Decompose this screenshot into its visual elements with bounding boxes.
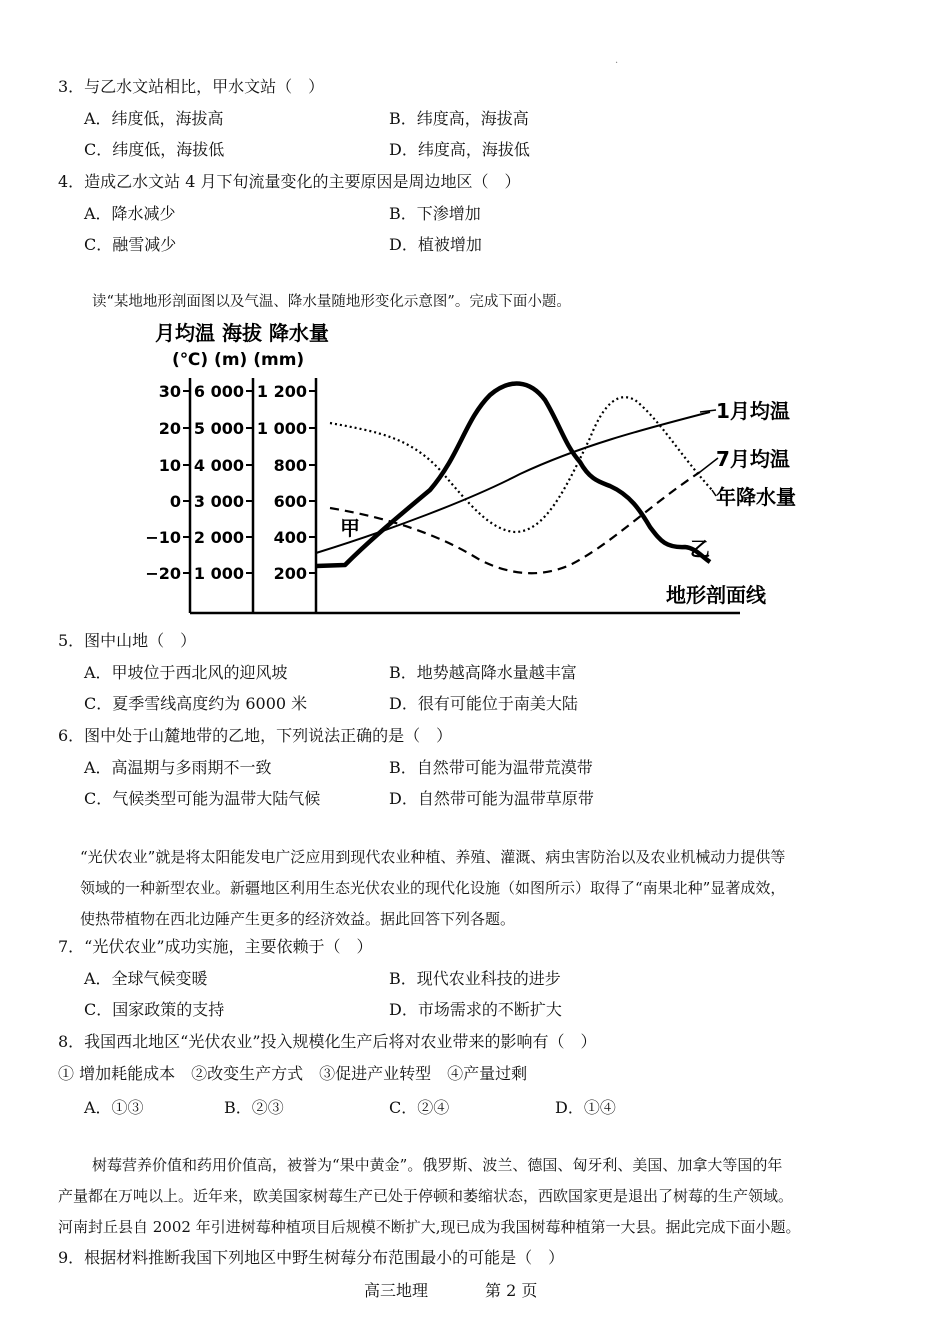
terrain-profile-curve [316, 384, 710, 566]
q3-option-b[interactable]: B．纬度高，海拔高 [389, 109, 529, 128]
material-pv-line-2: 领域的一种新型农业。新疆地区利用生态光伏农业的现代化设施（如图所示）取得了“南果北种”显著成效， [80, 879, 786, 897]
label-jia: 甲 [340, 516, 360, 540]
label-jan-temp: 1月均温 [716, 399, 790, 423]
material-pv-line-1: “光伏农业”就是将太阳能发电广泛应用到现代农业种植、养殖、灌溉、病虫害防治以及农业机械动力提供等 [80, 848, 786, 866]
question-6-stem: 6．图中处于山麓地带的乙地，下列说法正确的是（ ） [58, 726, 453, 745]
q6-option-a[interactable]: A．高温期与多雨期不一致 [84, 758, 272, 777]
material-pv-line-3: 使热带植物在西北边陲产生更多的经济效益。据此回答下列各题。 [80, 910, 516, 928]
temp-tick: 0 [169, 492, 181, 511]
page-mark: · [615, 58, 619, 69]
q5-option-b[interactable]: B．地势越高降水量越丰富 [389, 663, 577, 682]
q3-option-d[interactable]: D．纬度高，海拔低 [389, 140, 530, 159]
terrain-profile-figure [0, 0, 950, 640]
question-9-stem: 9．根据材料推断我国下列地区中野生树莓分布范围最小的可能是（ ） [58, 1248, 565, 1267]
q8-option-a[interactable]: A．①③ [84, 1098, 144, 1117]
jan-leader [700, 410, 716, 412]
q7-option-d[interactable]: D．市场需求的不断扩大 [389, 1000, 562, 1019]
question-4-stem: 4．造成乙水文站 4 月下旬流量变化的主要原因是周边地区（ ） [58, 172, 521, 191]
q4-option-d[interactable]: D．植被增加 [389, 235, 482, 254]
precipitation-tick: 1 000 [256, 419, 307, 438]
precipitation-tick: 400 [273, 528, 307, 547]
q6-option-c[interactable]: C．气候类型可能为温带大陆气候 [84, 789, 321, 808]
precipitation-curve [330, 397, 712, 532]
q4-option-a[interactable]: A．降水减少 [84, 204, 176, 223]
q3-option-c[interactable]: C．纬度低，海拔低 [84, 140, 225, 159]
figure-intro: 读“某地地形剖面图以及气温、降水量随地形变化示意图”。完成下面小题。 [92, 294, 571, 310]
altitude-tick: 1 000 [193, 564, 244, 583]
figure-header-row1: 月均温 海拔 降水量 [155, 321, 329, 345]
footer-page-number: 第 2 页 [485, 1281, 538, 1300]
temp-tick: 10 [158, 456, 181, 475]
q8-option-d[interactable]: D．①④ [555, 1098, 616, 1117]
temp-tick: −20 [145, 564, 181, 583]
precipitation-tick: 1 200 [256, 382, 307, 401]
precipitation-tick: 800 [273, 456, 307, 475]
q7-option-b[interactable]: B．现代农业科技的进步 [389, 969, 561, 988]
temp-tick: 30 [158, 382, 181, 401]
material-berry-line-2: 产量都在万吨以上。近年来，欧美国家树莓生产已处于停顿和萎缩状态，西欧国家更是退出了树莓的生产领域。 [58, 1187, 794, 1205]
altitude-tick: 5 000 [193, 419, 244, 438]
temp-tick: −10 [145, 528, 181, 547]
altitude-tick: 6 000 [193, 382, 244, 401]
question-8-stem: 8．我国西北地区“光伏农业”投入规模化生产后将对农业带来的影响有（ ） [58, 1032, 597, 1051]
material-berry-line-3: 河南封丘县自 2002 年引进树莓种植项目后规模不断扩大,现已成为我国树莓种植第一大县。据此完成下面小题。 [58, 1218, 801, 1236]
q6-option-d[interactable]: D．自然带可能为温带草原带 [389, 789, 594, 808]
q8-option-b[interactable]: B．②③ [224, 1098, 284, 1117]
altitude-tick: 4 000 [193, 456, 244, 475]
label-terrain-profile: 地形剖面线 [666, 583, 766, 607]
footer-subject: 高三地理 [364, 1281, 429, 1300]
label-yi: 乙 [690, 537, 710, 561]
temp-tick: 20 [158, 419, 181, 438]
label-precipitation: 年降水量 [716, 485, 796, 509]
altitude-tick: 2 000 [193, 528, 244, 547]
q8-option-c[interactable]: C．②④ [389, 1098, 450, 1117]
q6-option-b[interactable]: B．自然带可能为温带荒漠带 [389, 758, 593, 777]
altitude-tick: 3 000 [193, 492, 244, 511]
q5-option-a[interactable]: A．甲坡位于西北风的迎风坡 [84, 663, 288, 682]
question-5-stem: 5．图中山地（ ） [58, 631, 197, 650]
q8-items: ① 增加耗能成本 ②改变生产方式 ③促进产业转型 ④产量过剩 [58, 1064, 528, 1083]
q7-option-c[interactable]: C．国家政策的支持 [84, 1000, 225, 1019]
q4-option-c[interactable]: C．融雪减少 [84, 235, 177, 254]
figure-header-row2: (℃) (m) (mm) [172, 350, 305, 370]
question-3-stem: 3．与乙水文站相比，甲水文站（ ） [58, 77, 325, 96]
label-jul-temp: 7月均温 [716, 447, 790, 471]
question-7-stem: 7．“光伏农业”成功实施，主要依赖于（ ） [58, 937, 373, 956]
q5-option-d[interactable]: D．很有可能位于南美大陆 [389, 694, 578, 713]
q5-option-c[interactable]: C．夏季雪线高度约为 6000 米 [84, 694, 308, 713]
q3-option-a[interactable]: A．纬度低，海拔高 [84, 109, 224, 128]
precipitation-tick: 600 [273, 492, 307, 511]
q7-option-a[interactable]: A．全球气候变暖 [84, 969, 208, 988]
jul-temp-curve [330, 472, 700, 573]
material-berry-line-1: 树莓营养价值和药用价值高，被誉为“果中黄金”。俄罗斯、波兰、德国、匈牙利、美国、加拿大等国的年 [92, 1156, 783, 1174]
q4-option-b[interactable]: B．下渗增加 [389, 204, 481, 223]
precipitation-tick: 200 [273, 564, 307, 583]
